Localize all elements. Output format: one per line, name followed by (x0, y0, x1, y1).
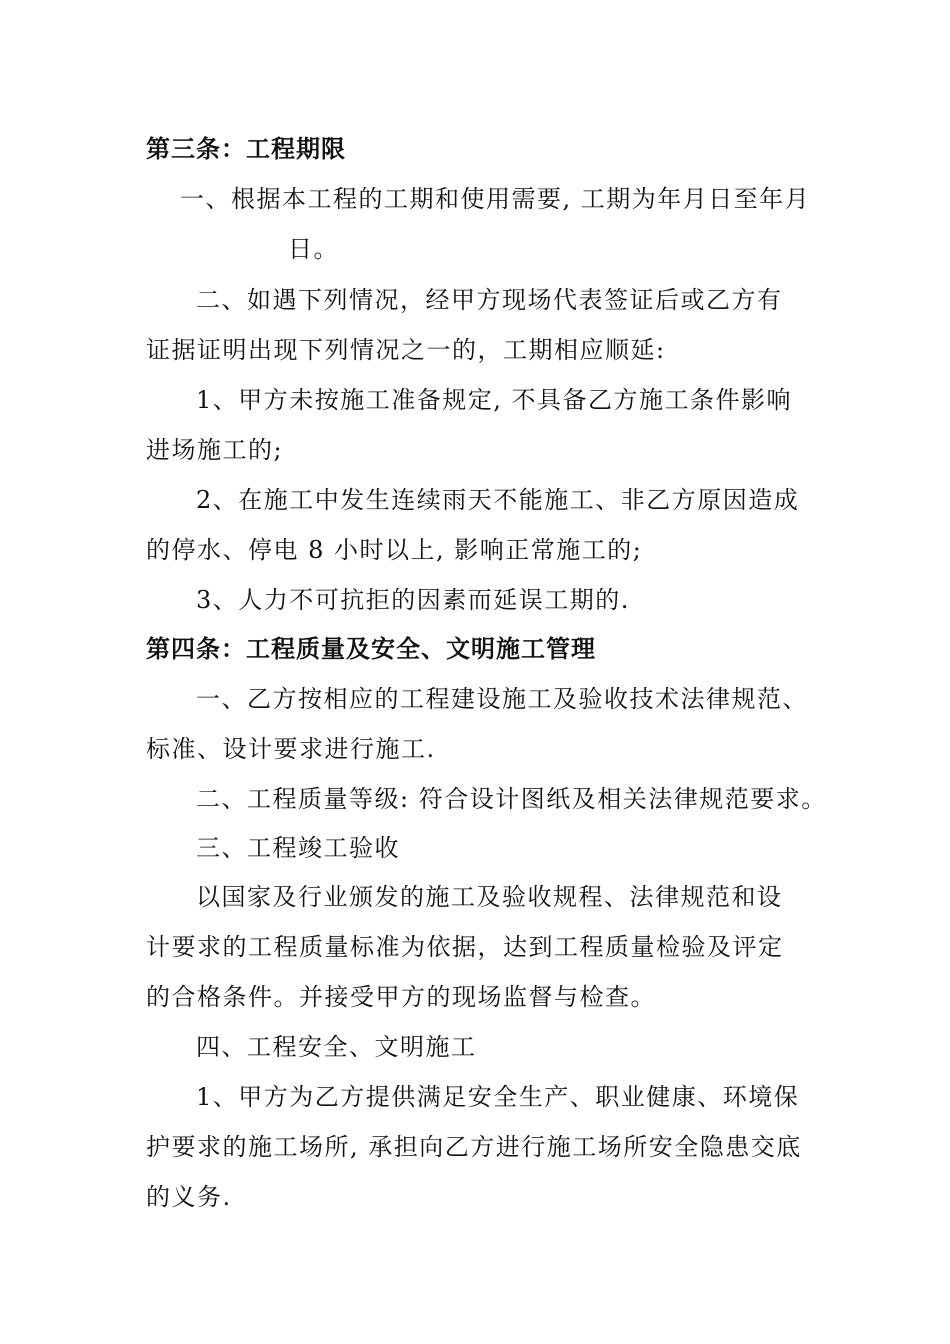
article-4-item-1-line-1: 1、甲方为乙方提供满足安全生产、职业健康、环境保 (196, 1083, 800, 1111)
article-4-paragraph-3-line-2: 计要求的工程质量标准为依据，达到工程质量检验及评定 (146, 933, 784, 961)
article-3-item-1-line-1: 1、甲方未按施工准备规定, 不具备乙方施工条件影响 (196, 386, 793, 414)
article-3-paragraph-2-line-1: 二、如遇下列情况，经甲方现场代表签证后或乙方有 (196, 286, 783, 314)
article-4-paragraph-3-line-3: 的合格条件。并接受甲方的现场监督与检查。 (146, 983, 656, 1011)
article-3-heading: 第三条：工程期限 (146, 134, 346, 163)
article-3-paragraph-1-line-2: 日。 (288, 235, 339, 263)
article-4-item-1-line-3: 的义务. (146, 1183, 232, 1211)
article-4-paragraph-2-line-1: 二、工程质量等级: 符合设计图纸及相关法律规范要求。 (196, 785, 827, 813)
article-3-item-1-line-2: 进场施工的; (146, 436, 284, 464)
article-3-item-3-line-1: 3、人力不可抗拒的因素而延误工期的. (196, 586, 630, 614)
article-4-paragraph-3-line-1: 以国家及行业颁发的施工及验收规程、法律规范和设 (196, 883, 783, 911)
article-4-paragraph-1-line-1: 一、乙方按相应的工程建设施工及验收技术法律规范、 (196, 685, 808, 713)
article-4-heading: 第四条：工程质量及安全、文明施工管理 (146, 634, 596, 663)
article-4-subheading-3: 三、工程竣工验收 (196, 834, 400, 862)
article-3-item-2-line-1: 2、在施工中发生连续雨天不能施工、非乙方原因造成 (196, 486, 800, 514)
article-3-paragraph-1-line-1: 一、根据本工程的工期和使用需要, 工期为年月日至年月 (180, 185, 811, 213)
article-4-item-1-line-2: 护要求的施工场所, 承担向乙方进行施工场所安全隐患交底 (146, 1133, 802, 1161)
article-3-paragraph-2-line-2: 证据证明出现下列情况之一的，工期相应顺延: (146, 336, 666, 364)
article-4-paragraph-1-line-2: 标准、设计要求进行施工. (146, 735, 436, 763)
article-3-item-2-line-2: 的停水、停电 8 小时以上, 影响正常施工的; (146, 536, 643, 564)
article-4-subheading-4: 四、工程安全、文明施工 (196, 1033, 477, 1061)
